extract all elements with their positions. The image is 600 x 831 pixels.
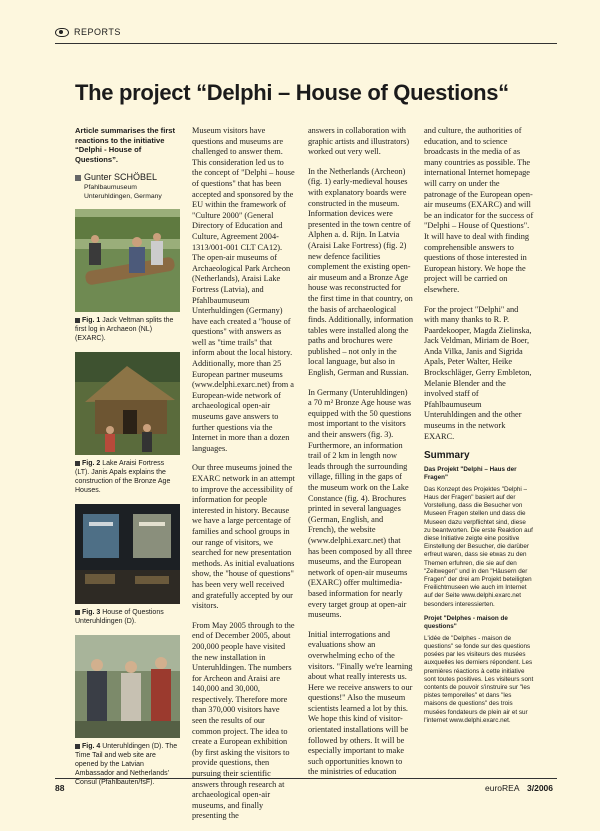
bottom-rule bbox=[55, 778, 557, 779]
affiliation-line: Unteruhldingen, Germany bbox=[84, 192, 162, 200]
paragraph: In the Netherlands (Archeon) (fig. 1) early-medieval houses with explanatory boards were constructed in the museum. Information devices were presented in the town centre of Alphen a. d. Rijn. In Latvia (Araisi Lake Fortress) (fig. 2) new defence facilities complement the existing open-air museum and a Bronze Age house was reconstructed for the first time in that country, on the basis of archaeological finds. Additionally, information tables were installed along the paths and brochures were published – not only in the local language, but also in English, German and Russian. bbox=[308, 166, 414, 378]
column-4 bbox=[424, 126, 534, 731]
fig-2-text: Lake Araisi Fortress (LT). Janis Apals explains the construction of the Bronze Age Houses. bbox=[75, 459, 171, 494]
fig-2-caption bbox=[75, 459, 180, 495]
summary-heading: Summary bbox=[424, 450, 470, 462]
fig-3-text: House of Questions Unteruhldingen (D). bbox=[75, 608, 164, 625]
paragraph: Initial interrogations and evaluations show an overwhelming echo of the visitors. "Finally we're learning about what really interests us. Here we receive answers to our questions!" Also the museum scientists learned a lot by this. We hope this kind of visitor-orientated installations will be followed by others. It will be especially important to make such opportunities known to the ministries of education bbox=[308, 629, 413, 777]
fig-1-caption bbox=[75, 316, 180, 343]
affiliation-line: Pfahlbaumuseum bbox=[84, 183, 137, 191]
fig-4-caption bbox=[75, 742, 180, 787]
fig-1-photo bbox=[75, 209, 180, 312]
eye-icon bbox=[55, 28, 69, 37]
affiliation bbox=[84, 183, 180, 201]
paragraph: From May 2005 through to the end of December 2005, about 200,000 people have visited the new installation in Unteruhldingen. The numbers for Archeon and Araisi are 140,000 and 30,000, respectively. Therefore more than 370,000 visitors have seen the results of our common project. The idea to create a European exhibition (by first asking the visitors to provide questions, then pursuing their scientific answers through research at archaeological open-air museums, and finally presenting the bbox=[192, 620, 295, 821]
column-2 bbox=[192, 126, 295, 831]
page-number: 88 bbox=[55, 783, 65, 793]
paragraph: Our three museums joined the EXARC network in an attempt to improve the accessibility of information for people interested in history. Because we have a large percentage of families and school groups in our range of visitors, we searched for new presentation methods. As initial evaluations show, the "house of questions" has been very well received and gratefully accepted by our visitors. bbox=[192, 463, 295, 611]
journal-issue: 3/2006 bbox=[527, 783, 553, 793]
summary-de-text: Das Konzept des Projektes "Delphi – Haus der Fragen" basiert auf der Vorstellung, dass die Besucher von Museen Fragen stellen und dass die Museen dazu verpflichtet sind, diese zu beantworten. Die erste Reaktion auf diese Initiative zeigte eine positive Einstellung der Besucher, die darüber erfreut waren, dass sie etwas zu den Themen erfuhren, die sie auf den "Zeitwegen" und in den "Häusern der Fragen" der drei am Projekt beteiligten Freilichtmuseen wie auch im Internet auf der Seite www.delphi.exarc.net besonders interessierten. bbox=[424, 485, 533, 608]
page-title: The project “Delphi – House of Questions“ bbox=[75, 80, 509, 105]
author bbox=[75, 172, 180, 183]
fig-1-text: Jack Veltman splits the first log in Archaeon (NL) (EXARC). bbox=[75, 316, 174, 342]
fig-4-photo bbox=[75, 635, 180, 738]
column-1 bbox=[75, 126, 180, 796]
fig-2-photo bbox=[75, 352, 180, 455]
fig-4-text: Unteruhldingen (D). The Time Tail and web site are opened by the Latvian Ambassador and Netherlands' Consul (Pfahlbauten/fsF). bbox=[75, 742, 178, 786]
column-3 bbox=[308, 126, 413, 787]
fig-3-caption bbox=[75, 608, 180, 626]
top-rule bbox=[55, 43, 557, 44]
fig-3-label: Fig. 3 bbox=[75, 609, 100, 616]
abstract: Article summarises the first reactions to the initiative “Delphi - House of Questions”. bbox=[75, 126, 176, 164]
fig-3-photo bbox=[75, 504, 180, 604]
summary-de-title: Das Projekt "Delphi – Haus der Fragen" bbox=[424, 465, 517, 481]
summary-fr-text: L'idée de "Delphes - maison de questions" se fonde sur des questions posées par les visiteurs des musées auxquelles les derniers répondent. Les premières réactions à cette initiative sont toutes positives. Les visiteurs sont contents de pouvoir s'instruire sur "les pistes temporelles" et dans "les maisons de questions" des trois musées fondateurs de plein air et sur l'internet www.delphi.exarc.net. bbox=[424, 634, 534, 724]
fig-2-label: Fig. 2 bbox=[75, 460, 100, 467]
summary-fr-title: Projet "Delphes - maison de questions" bbox=[424, 614, 508, 630]
paragraph: Museum visitors have questions and museums are challenged to answer them. This consideration led us to the concept of "Delphi – house of questions" that has been accepted and sponsored by the EU within the framework of "Culture 2000" (General Directory of Education and Culture, Agreement 2004-1313/001-001 CLT CA12). The open-air museums of Archaeological Park Archeon (Netherlands), Araisi Lake Fortress (Latvia), and Pfahlbaumuseum Unterhuldingen (Germany) have each created a "house of questions" with answers as well as "time trails" that inform about the local history. Additionally, more than 25 European partner museums (www.delphi.exarc.net) from a European-wide network of archaeological open-air museums gave answers to further questions via the Internet in more than a dozen languages. bbox=[192, 126, 295, 453]
author-marker-icon bbox=[75, 175, 81, 181]
section-label: REPORTS bbox=[74, 27, 121, 37]
fig-4-label: Fig. 4 bbox=[75, 743, 100, 750]
section-header bbox=[55, 27, 121, 37]
paragraph: and culture, the authorities of education, and to science broadcasts in the media of as many countries as possible. The international Internet homepage will carry on under the patronage of the European open-air museums (EXARC) and will be an indicator for the success of "Delphi – House of Questions". It will have to deal with finding comprehensible answers to questions of those interested in European history. We hope the project will be carried on elsewhere. bbox=[424, 126, 534, 294]
paragraph: answers in collaboration with graphic artists and illustrators) worked out very well. bbox=[308, 126, 410, 157]
fig-1-label: Fig. 1 bbox=[75, 317, 100, 324]
journal-name: euroREA bbox=[485, 783, 520, 793]
author-name: Gunter SCHÖBEL bbox=[84, 172, 158, 183]
paragraph: For the project "Delphi" and with many thanks to R. P. Paardekooper, Magda Zielinska, Jack Veldman, Miriam de Boer, Anda Vilka, Janis and Sigrida Apals, Peter Walter, Heike Brockschläger, Gerry Embleton, Melanie Blender and the involved staff of Pfahlbaumuseum Unteruhldingen and the other museums in the network EXARC. bbox=[424, 304, 532, 441]
paragraph: In Germany (Unteruhldingen) a 70 m² Bronze Age house was equipped with the 50 questions most important to the visitors and their answers (fig. 3). Furthermore, an information trail of 2 km in length now leads through the surrounding village, filling in the gaps of the museum work on the Lake Constance (fig. 4). Brochures printed in several languages (German, English, and French), the website (www.delphi.exarc.net) that has been composed by all three museums, and the European network of open-air museums (EXARC) offer multimedia-based information for nearly every target group at open-air museums. bbox=[308, 387, 412, 620]
